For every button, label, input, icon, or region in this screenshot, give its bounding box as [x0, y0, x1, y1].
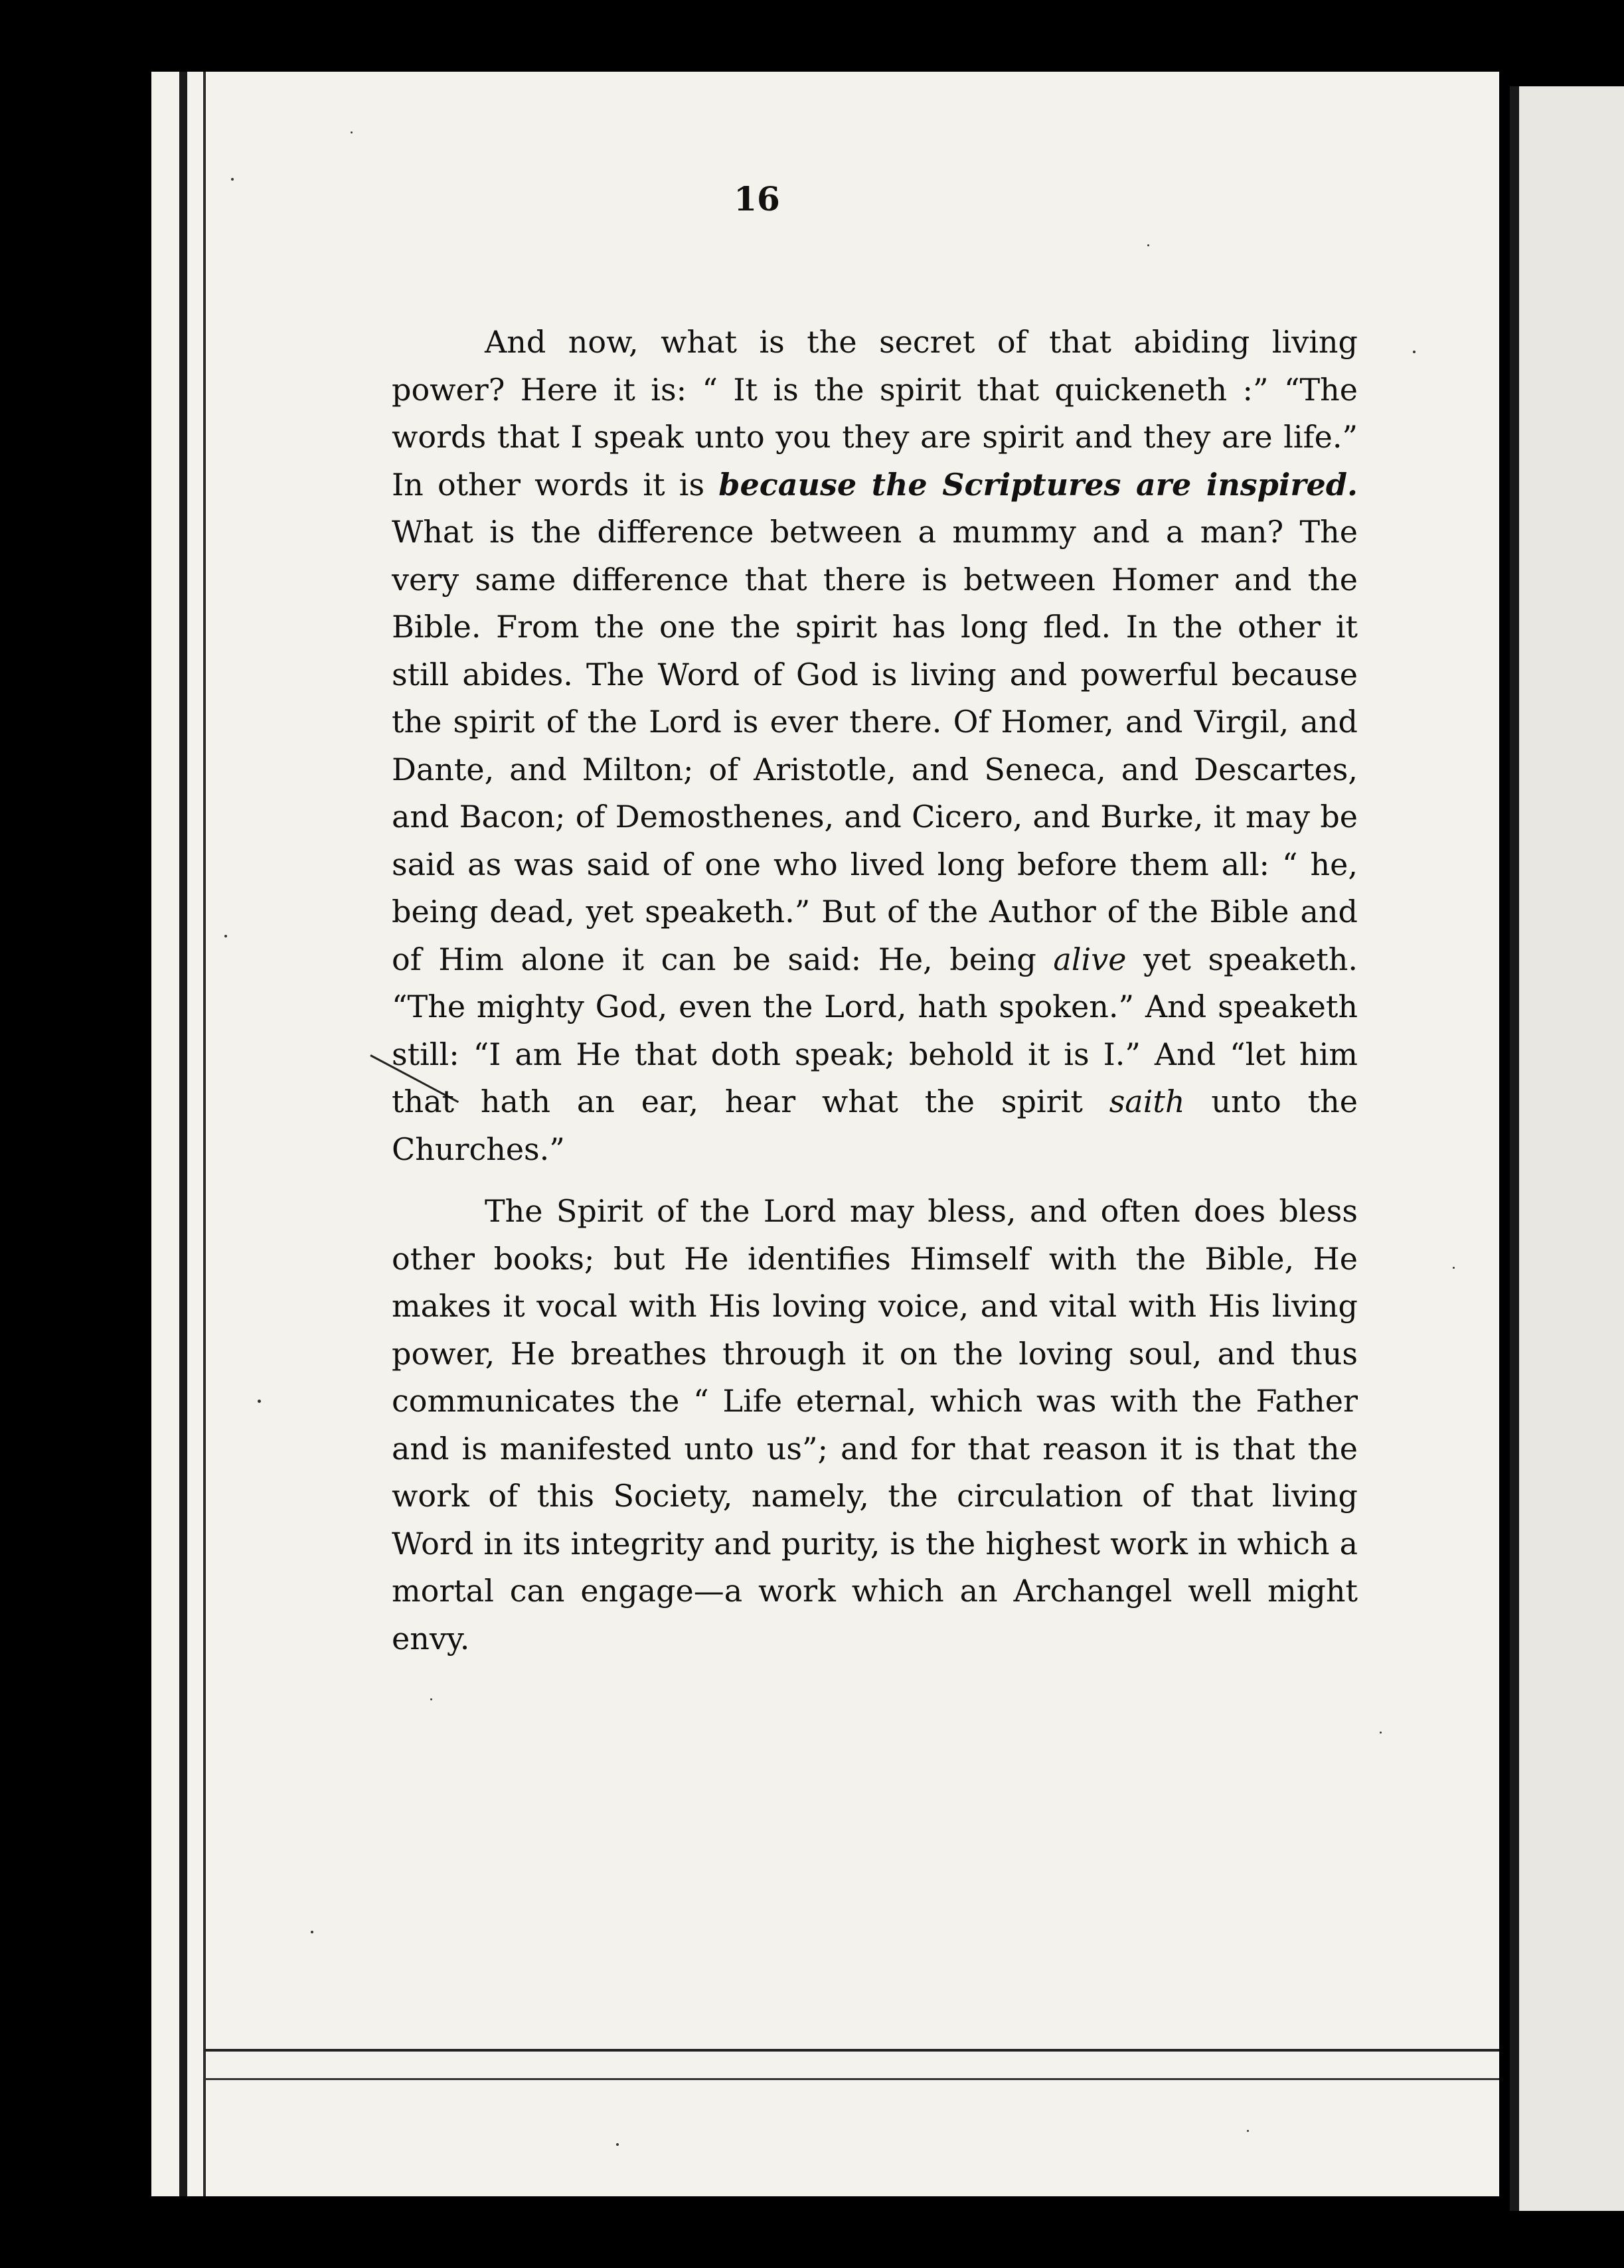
paragraph [392, 1188, 1358, 1662]
text-run-bold-italic: because the Scriptures are inspired. [718, 466, 1358, 503]
scan-speck [351, 131, 353, 133]
scan-speck [430, 1698, 432, 1700]
text-run: What is the difference between a mummy and a man? The very same difference that there is between Homer and the Bible. From the one the spirit has long fled. In the other it still abides. The Word of God is living and powerful because the spirit of the Lord is ever there. Of Homer, and Virgil, and Dante, and Milton; of Aristotle, and Seneca, and Descartes, and Bacon; of Demosthenes, and Cicero, and Burke, it may be said as was said of one who lived long before them all: “ he, being dead, yet speaketh.” But of the Author of the Bible and of Him alone it can be said: He, being [392, 514, 1358, 977]
text-run-italic: alive [1053, 941, 1127, 977]
text-run: And now, what is the secret of that abiding living power? Here it is: “ It is the spirit that quickeneth :” “The words that I speak unto you they are spirit and they are life.” In other words it is [392, 324, 1358, 503]
page-left-border [179, 72, 187, 2196]
scan-speck [1413, 351, 1416, 353]
text-run: yet speaketh. “The mighty God, even the Lord, hath spoken.” And speaketh still: “I am He that doth speak; behold it is I.” And “let him that hath an ear, hear what the spirit [392, 941, 1358, 1119]
text-run-italic: saith [1109, 1084, 1185, 1119]
scan-speck [616, 2143, 619, 2146]
scan-speck [258, 1400, 261, 1403]
adjacent-page-border [1510, 86, 1519, 2211]
paragraph [392, 319, 1358, 1173]
scan-speck [1380, 1732, 1382, 1734]
scan-speck [231, 178, 234, 181]
scan-speck [1453, 1267, 1455, 1269]
scan-speck [1247, 2130, 1249, 2132]
page-bottom-border [204, 2049, 1499, 2052]
body-text [392, 319, 1358, 1677]
scan-speck [224, 935, 227, 937]
page-left-border-inner [203, 72, 206, 2196]
adjacent-page-edge [1510, 86, 1624, 2211]
scan-speck [1147, 244, 1149, 246]
text-run: The Spirit of the Lord may bless, and often does bless other books; but He identifies Himself with the Bible, He makes it vocal with His loving voice, and vital with His living power, He breathes through it on the loving soul, and thus communicates the “ Life eternal, which was with the Father and is manifested unto us”; and for that reason it is that the work of this Society, namely, the circulation of that living Word in its integrity and purity, is the highest work in which a mortal can engage—a work which an Archangel well might envy. [392, 1193, 1358, 1657]
scan-speck [311, 1931, 313, 1933]
text-run: unto the Churches.” [392, 1084, 1358, 1167]
page-number: 16 [734, 179, 780, 218]
page-bottom-border-lower [204, 2078, 1499, 2080]
